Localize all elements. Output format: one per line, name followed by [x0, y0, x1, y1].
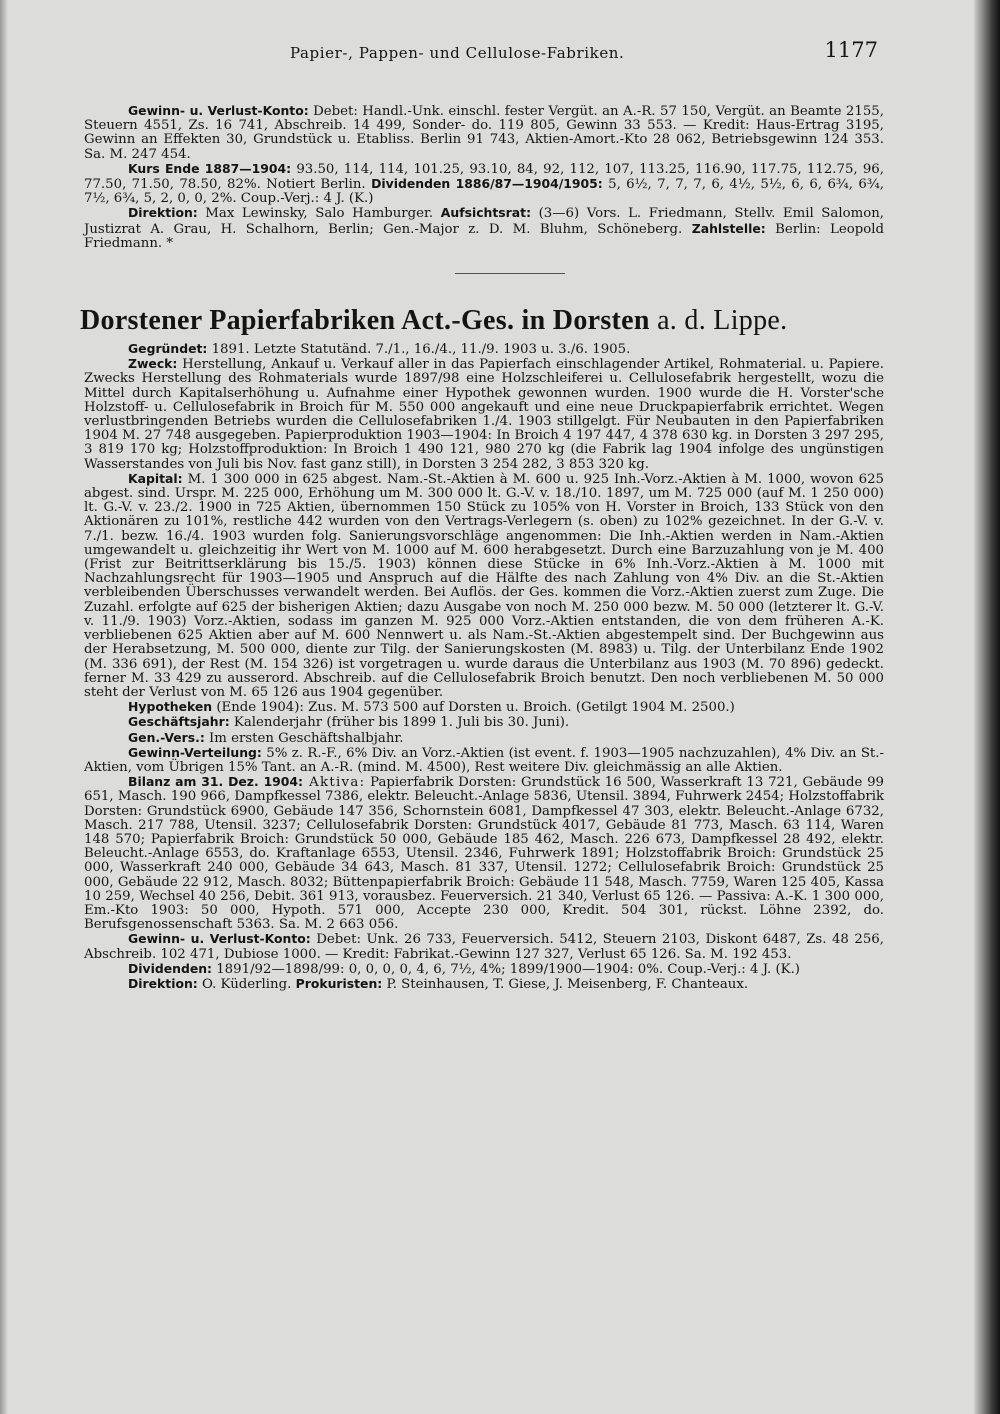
purpose-text: Herstellung, Ankauf u. Verkauf aller in das Papierfach einschlagender Artikel, Rohmaterial. u. Papiere. Zwecks Herstellung des Rohmaterials wurde 1897/98 eine Holzschleiferei u. Cellulosefabrik hergestellt, wozu die Mittel durch Kapitalserhöhung u. Aufnahme einer Hypothek gewonnen wurden. 1900 wurde die H. Vorster'sche Holzstoff- u. Cellulosefabrik in Broich für M. 550 000 angekauft und eine neue Druckpapierfabrik errichtet. Wegen verlustbringenden Betriebs wurden die Cellulosefabriken 1./4. 1903 stillgelgt. Für Neubauten in den Papierfabriken 1904 M. 27 748 ausgegeben. Papierproduktion 1903—1904: In Broich 4 197 447, 4 378 630 kg. in Dorsten 3 297 295, 3 819 170 kg; Holzstoffproduktion: In Broich 1 490 121, 980 270 kg (die Fabrik lag 1904 infolge des ungünstigen Wasserstandes von Juli bis Nov. fast ganz still), in Dorsten 3 254 282, 3 853 320 kg.	[84, 357, 884, 472]
zahlstelle-label: Zahlstelle:	[682, 220, 766, 236]
direktion-label: Direktion:	[128, 205, 198, 221]
page-content	[80, 34, 885, 992]
company-direktion-text: O. Küderling.	[197, 976, 292, 992]
mortgage-text: (Ende 1904): Zus. M. 573 500 auf Dorsten u. Broich. (Getilgt 1904 M. 2500.)	[212, 700, 735, 716]
course-label: Kurs Ende 1887—1904:	[128, 160, 292, 176]
management-paragraph	[84, 206, 884, 251]
purpose-label: Zweck:	[128, 356, 178, 372]
page-number: 1177	[824, 38, 878, 62]
dividend-label: Dividenden 1886/87—1904/1905:	[365, 176, 603, 192]
company-management-paragraph	[84, 977, 884, 992]
founded-paragraph	[84, 342, 884, 357]
company-direktion-label: Direktion:	[128, 975, 198, 991]
prokuristen-text: P. Steinhausen, T. Giese, J. Meisenberg, F. Chanteaux.	[382, 976, 749, 992]
fiscal-year-paragraph	[84, 715, 884, 730]
aufsichtsrat-text: (3—6) Vors. L. Friedmann, Stellv. Emil Salomon, Justizrat A. Grau, H. Schalhorn, Berlin; Gen.-Major z. D. M. Bluhm, Schöneberg.	[84, 206, 884, 237]
section-divider	[455, 273, 565, 274]
profit-loss-text: Debet: Handl.-Unk. einschl. fester Vergüt. an A.-R. 57 150, Vergüt. an Beamte 2155, Steuern 4551, Zs. 16 741, Abschreib. 14 499, Sonder- do. 119 805, Gewinn 33 553. — Kredit: Haus-Ertrag 3195, Gewinn an Effekten 30, Grundstück u. Etabliss. Berlin 91 743, Aktien-Amort.-Kto 28 062, Betriebsgewinn 124 353. Sa. M. 247 454.	[84, 104, 884, 162]
profit-distribution-label: Gewinn-Verteilung:	[128, 744, 262, 760]
company-profit-loss-text: Debet: Unk. 26 733, Feuerversich. 5412, Steuern 2103, Diskont 6487, Zs. 48 256, Abschreib. 102 471, Dubiose 1000. — Kredit: Fabrikat.-Gewinn 127 327, Verlust 65 126. Sa. M. 192 453.	[84, 932, 884, 962]
balance-sheet-label: Bilanz am 31. Dez. 1904:	[128, 774, 304, 790]
founded-text: 1891. Letzte Statutänd. 7./1., 16./4., 11./9. 1903 u. 3./6. 1905.	[207, 342, 631, 358]
general-meeting-text: Im ersten Geschäftshalbjahr.	[204, 730, 404, 746]
company-location: a. d. Lippe.	[649, 305, 788, 337]
mortgage-paragraph	[84, 700, 884, 715]
company-title	[80, 304, 884, 338]
company-profit-loss-label: Gewinn- u. Verlust-Konto:	[128, 931, 311, 947]
company-name: Dorstener Papierfabriken Act.-Ges. in Dorsten	[80, 305, 650, 337]
profit-distribution-paragraph	[84, 746, 884, 775]
prokuristen-label: Prokuristen:	[291, 975, 383, 991]
company-entry	[84, 342, 884, 992]
dividend-text: 5, 6½, 7, 7, 7, 6, 4½, 5½, 6, 6, 6¾, 6¾, 7½, 6¾, 5, 2, 0, 0, 2%. Coup.-Verj.: 4 J. (K.)	[84, 177, 884, 207]
aufsichtsrat-label: Aufsichtsrat:	[433, 205, 532, 221]
balance-sheet-text: Papierfabrik Dorsten: Grundstück 16 500, Wasserkraft 13 721, Gebäude 99 651, Masch. 190 966, Dampfkessel 7386, elektr. Beleucht.-Anlage 5836, Utensil. 3894, Fuhrwerk 2454; Holzstoffabrik Dorsten: Grundstück 6900, Gebäude 147 356, Schornstein 6081, Dampfkessel 47 303, elektr. Beleucht.-Anlage 6732, Masch. 217 788, Utensil. 3237; Cellulosefabrik Dorsten: Grundstück 4017, Gebäude 81 773, Masch. 63 114, Waren 148 570; Papierfabrik Broich: Grundstück 50 000, Gebäude 185 462, Masch. 226 673, Dampfkessel 28 492, elektr. Beleucht.-Anlage 6553, do. Kraftanlage 6553, Utensil. 2346, Fuhrwerk 1891; Holzstoffabrik Broich: Grundstück 25 000, Wasserkraft 240 000, Gebäude 34 643, Masch. 81 337, Utensil. 1272; Cellulosefabrik Broich: Grundstück 25 000, Gebäude 22 912, Masch. 8032; Büttenpapierfabrik Broich: Gebäude 11 548, Masch. 7759, Waren 125 405, Kassa 10 259, Wechsel 40 256, Debit. 361 913, vorausbez. Feuerversich. 21 340, Verlust 65 126. — Passiva: A.-K. 1 300 000, Em.-Kto 1903: 50 000, Hypoth. 571 000, Accepte 230 000, Kredit. 504 301, rückst. Löhne 2392, do. Berufsgenossenschaft 5363. Sa. M. 2 663 056.	[84, 775, 885, 933]
general-meeting-label: Gen.-Vers.:	[128, 729, 205, 745]
company-dividend-label: Dividenden:	[128, 960, 212, 976]
capital-text: M. 1 300 000 in 625 abgest. Nam.-St.-Aktien à M. 600 u. 925 Inh.-Vorz.-Aktien à M. 1000, wovon 625 abgest. sind. Urspr. M. 225 000, Erhöhung um M. 300 000 lt. G.-V. v. 18./10. 1897, um M. 725 000 (auf M. 1 250 000) lt. G.-V. v. 23./2. 1900 in 725 Aktien, übernommen 150 Stück zu 105% von H. Vorster in Broich, 133 Stück von den Aktionären zu 101%, restliche 442 wurden von den Vertrags-Verlegern (s. oben) zu 102% gezeichnet. In der G.-V. v. 7./1. bezw. 16./4. 1903 wurden folg. Sanierungsvorschläge angenommen: Die Inh.-Aktien werden in Nam.-Aktien umgewandelt u. gleichzeitig ihr Wert von M. 1000 auf M. 600 herabgesetzt. Durch eine Barzuzahlung von je M. 400 (Frist zur Beitrittserklärung bis 15./5. 1903) können diese Stücke in 6% Inh.-Vorz.-Aktien à M. 1000 mit Nachzahlungsrecht für 1903—1905 und Anspruch auf die Hälfte des nach Zahlung von 4% Div. an die St.-Aktien verbleibenden Überschusses verwandelt werden. Bei Auflös. der Ges. kommen die Vorz.-Aktien zuerst zum Zuge. Die Zuzahl. erfolgte auf 625 der bisherigen Aktien; dazu Ausgabe von noch M. 250 000 bezw. M. 50 000 (letzterer lt. G.-V. v. 11./9. 1903) Vorz.-Aktien, sodass im ganzen M. 925 000 Vorz.-Aktien entstanden, die von dem früheren A.-K. verbliebenen 625 Aktien aber auf M. 600 Nennwert u. als Nam.-St.-Aktien abgestempelt sind. Der Buchgewinn aus der Herabsetzung, M. 500 000, diente zur Tilg. der Sanierungskosten (M. 8983) u. Tilg. der Unterbilanz Ende 1902 (M. 336 691), der Rest (M. 154 326) ist vorgetragen u. wurde daraus die Unterbilanz aus 1903 (M. 70 896) gedeckt. ferner M. 33 429 zu ausserord. Abschreib. auf die Cellulosefabrik Broich benutzt. Den noch verbliebenen M. 50 000 steht der Verlust von M. 65 126 aus 1904 gegenüber.	[84, 471, 884, 700]
page-left-edge	[0, 0, 8, 1414]
profit-loss-paragraph	[84, 104, 884, 162]
company-profit-loss-paragraph	[84, 932, 884, 961]
profit-loss-label: Gewinn- u. Verlust-Konto:	[128, 103, 309, 118]
founded-label: Gegründet:	[128, 341, 208, 357]
company-dividend-paragraph	[84, 962, 884, 977]
mortgage-label: Hypotheken	[128, 699, 213, 715]
capital-label: Kapital:	[128, 470, 183, 486]
purpose-paragraph	[84, 357, 884, 472]
course-text: 93.50, 114, 114, 101.25, 93.10, 84, 92, 112, 107, 113.25, 116.90, 117.75, 112.75, 96, 77.50, 71.50, 78.50, 82%. Notiert Berlin.	[84, 161, 884, 193]
profit-distribution-text: 5% z. R.-F., 6% Div. an Vorz.-Aktien (ist event. f. 1903—1905 nachzuzahlen), 4% Div. an St.-Aktien, vom Übrigen 15% Tant. an A.-R. (mind. M. 4500), Rest weitere Div. gleichmässig an alle Aktien.	[84, 745, 884, 775]
general-meeting-paragraph	[84, 731, 884, 746]
direktion-text: Max Lewinsky, Salo Hamburger.	[197, 206, 434, 222]
balance-aktiva-label: Aktiva:	[303, 775, 366, 791]
course-dividend-paragraph	[84, 162, 884, 207]
company-dividend-text: 1891/92—1898/99: 0, 0, 0, 0, 4, 6, 7½, 4%; 1899/1900—1904: 0%. Coup.-Verj.: 4 J. (K.)	[212, 961, 800, 977]
fiscal-year-label: Geschäftsjahr:	[128, 714, 230, 730]
fiscal-year-text: Kalenderjahr (früher bis 1899 1. Juli bis 30. Juni).	[229, 715, 570, 731]
capital-paragraph	[84, 472, 884, 700]
page-header	[84, 34, 884, 64]
previous-company-entry	[84, 104, 884, 251]
zahlstelle-text: Berlin: Leopold Friedmann. *	[84, 221, 884, 251]
page-binding-shadow	[974, 0, 1000, 1414]
balance-sheet-paragraph	[84, 775, 884, 932]
running-head: Papier-, Pappen- und Cellulose-Fabriken.	[290, 44, 625, 62]
